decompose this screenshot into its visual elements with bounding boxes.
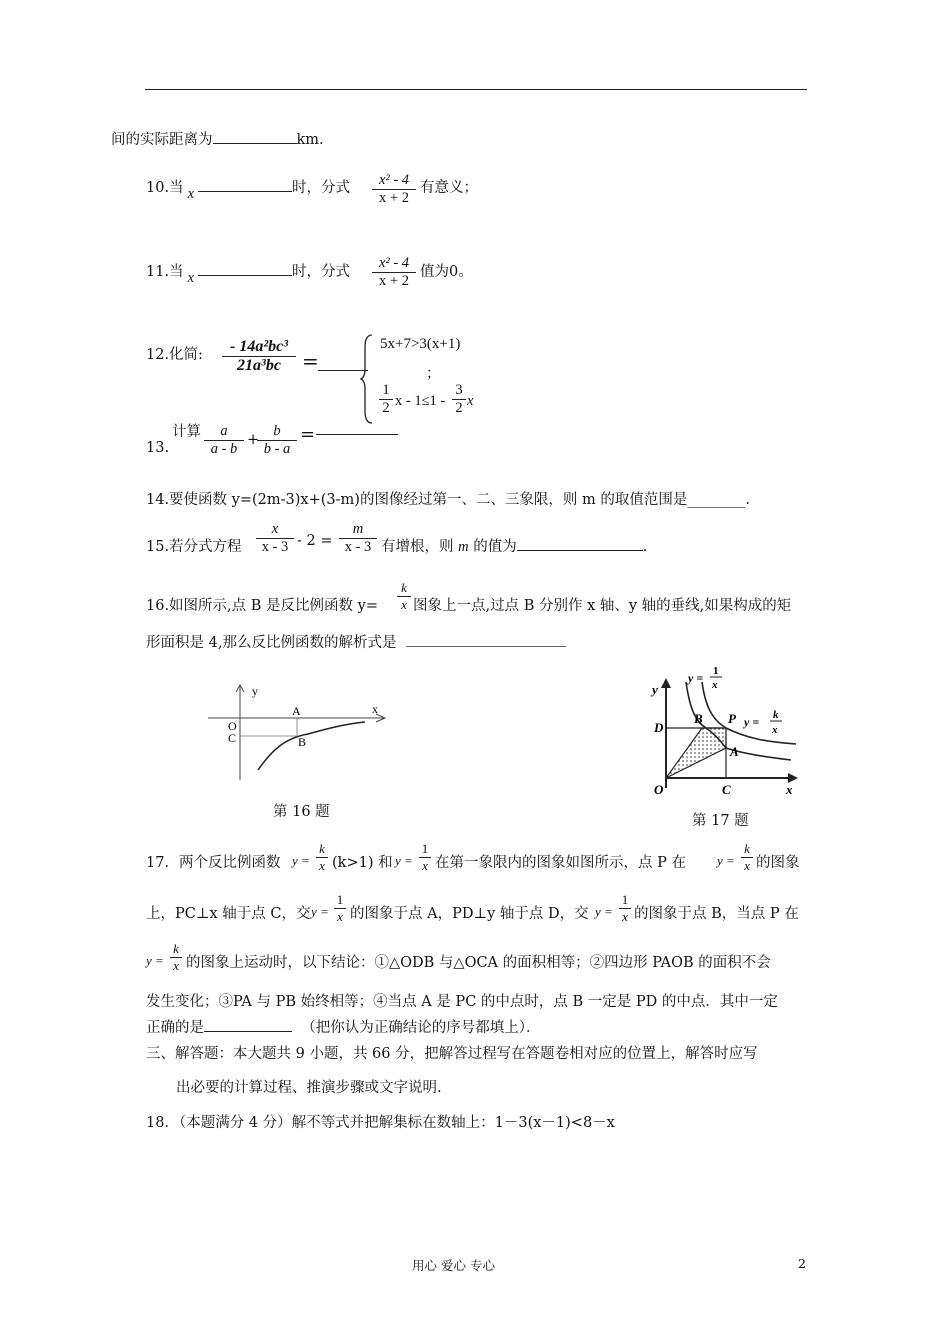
page-number: 2	[798, 1256, 806, 1271]
q10-fraction: $\frac{\text{x² - 4}}{x + 2}$	[372, 172, 416, 207]
q12-label: 12.化简:	[146, 347, 203, 363]
svg-text:y =: y =	[688, 671, 704, 685]
q9-line	[111, 128, 324, 149]
svg-text:x: x	[372, 702, 378, 716]
q11-fraction: $\frac{\text{x² - 4}}{x + 2}$	[372, 255, 416, 290]
q13-number: 13.	[146, 440, 170, 456]
q17-line2: 上，PC⊥x 轴于点 C，交	[146, 906, 311, 922]
q12-fraction: $\frac{\text{- 14a²bc³}}{\text{21a³bc}}$	[222, 338, 296, 375]
system-brace	[360, 333, 374, 425]
answer-blank[interactable]	[198, 177, 292, 192]
q13-frac1: $\frac{a}{a - b}$	[204, 423, 244, 458]
q11-tail: 值为0。	[420, 264, 473, 280]
svg-text:O: O	[654, 782, 664, 797]
q10-tail: 有意义；	[420, 180, 478, 196]
figure-16-caption: 第 16 题	[273, 804, 330, 820]
answer-blank[interactable]	[198, 261, 292, 276]
system-frac2: $\frac{3}{2}$	[452, 382, 466, 417]
svg-text:y: y	[252, 684, 258, 698]
q14-text: 14.要使函数 y=(2m-3)x+(3-m)的图像经过第一、二、三象限，则 m 的取值范围是________.	[146, 492, 751, 508]
section-3-instructions: 出必要的计算过程、推演步骤或文字说明.	[176, 1080, 442, 1096]
q11-line: 11.当 x 时，分式	[146, 260, 350, 281]
svg-text:P: P	[728, 711, 736, 726]
svg-text:A: A	[292, 704, 301, 718]
svg-text:A: A	[730, 744, 739, 759]
answer-blank[interactable]	[204, 1017, 292, 1032]
q15-frac2: $\frac{m}{x - 3}$	[339, 521, 377, 556]
q9-unit: km.	[296, 132, 324, 148]
svg-text:C: C	[722, 782, 731, 797]
svg-text:k: k	[773, 709, 779, 721]
figure-17	[646, 660, 806, 800]
svg-text:B: B	[298, 735, 307, 749]
svg-text:D: D	[654, 720, 664, 735]
svg-text:1: 1	[713, 665, 719, 677]
svg-text:x: x	[712, 679, 718, 691]
answer-blank[interactable]	[406, 632, 566, 647]
q16-post: 图象上一点,过点 B 分别作 x 轴、y 轴的垂线,如果构成的矩	[413, 598, 792, 614]
system-eq1: 5x+7>3(x+1)	[380, 336, 461, 352]
answer-blank[interactable]	[517, 536, 643, 551]
q13-frac2: $\frac{b}{b - a}$	[257, 423, 297, 458]
system-frac1: $\frac{1}{2}$	[379, 382, 393, 417]
svg-text:x: x	[786, 782, 793, 797]
q18-text: 18．（本题满分 4 分）解不等式并把解集标在数轴上：1－3(x－1)<8－x	[146, 1115, 615, 1131]
system-eq2: x - 1≤1 -	[395, 393, 446, 409]
q10-line: 10.当 x 时，分式	[146, 176, 350, 197]
footer-slogan: 用心 爱心 专心	[412, 1258, 495, 1273]
answer-blank[interactable]	[316, 420, 398, 439]
q16-frac: $\frac{k}{x}$	[397, 580, 411, 613]
q15-frac1: $\frac{x}{x - 3}$	[256, 521, 294, 556]
svg-text:B: B	[694, 711, 703, 726]
svg-text:y =: y =	[744, 715, 760, 729]
svg-text:C: C	[228, 731, 237, 745]
q9-text: 间的实际距离为	[111, 132, 213, 148]
figure-16	[200, 680, 400, 790]
q13-calc: 计算	[172, 424, 201, 440]
figure-17-caption: 第 17 题	[692, 813, 749, 829]
section-3-heading: 三、解答题：本大题共 9 小题，共 66 分，把解答过程写在答题卷相对应的位置上，解答时应写	[146, 1046, 758, 1062]
q17-line1: 17．两个反比例函数	[146, 855, 281, 871]
q17-line3: 的图象上运动时，以下结论：①△ODB 与△OCA 的面积相等；②四边形 PAOB 的面积不会	[186, 955, 771, 971]
answer-blank[interactable]	[213, 129, 297, 144]
header-rule	[145, 89, 807, 90]
q16-line2: 形面积是 4,那么反比例函数的解析式是	[146, 631, 566, 652]
svg-text:O: O	[228, 719, 237, 733]
svg-text:y: y	[652, 682, 658, 697]
svg-text:x: x	[772, 724, 778, 736]
q17-line4: 发生变化；③PA 与 PB 始终相等；④当点 A 是 PC 的中点时，点 B 一定是 PD 的中点．其中一定	[146, 994, 778, 1010]
q15-tail: 有增根，则 m 的值为 .	[381, 535, 647, 556]
q17-line5: 正确的是 （把你认为正确结论的序号都填上）．	[146, 1016, 540, 1037]
q15-pre: 15.若分式方程	[146, 539, 242, 555]
q16-pre: 16.如图所示,点 B 是反比例函数 y=	[146, 598, 378, 614]
q12-equals: =	[302, 349, 319, 373]
